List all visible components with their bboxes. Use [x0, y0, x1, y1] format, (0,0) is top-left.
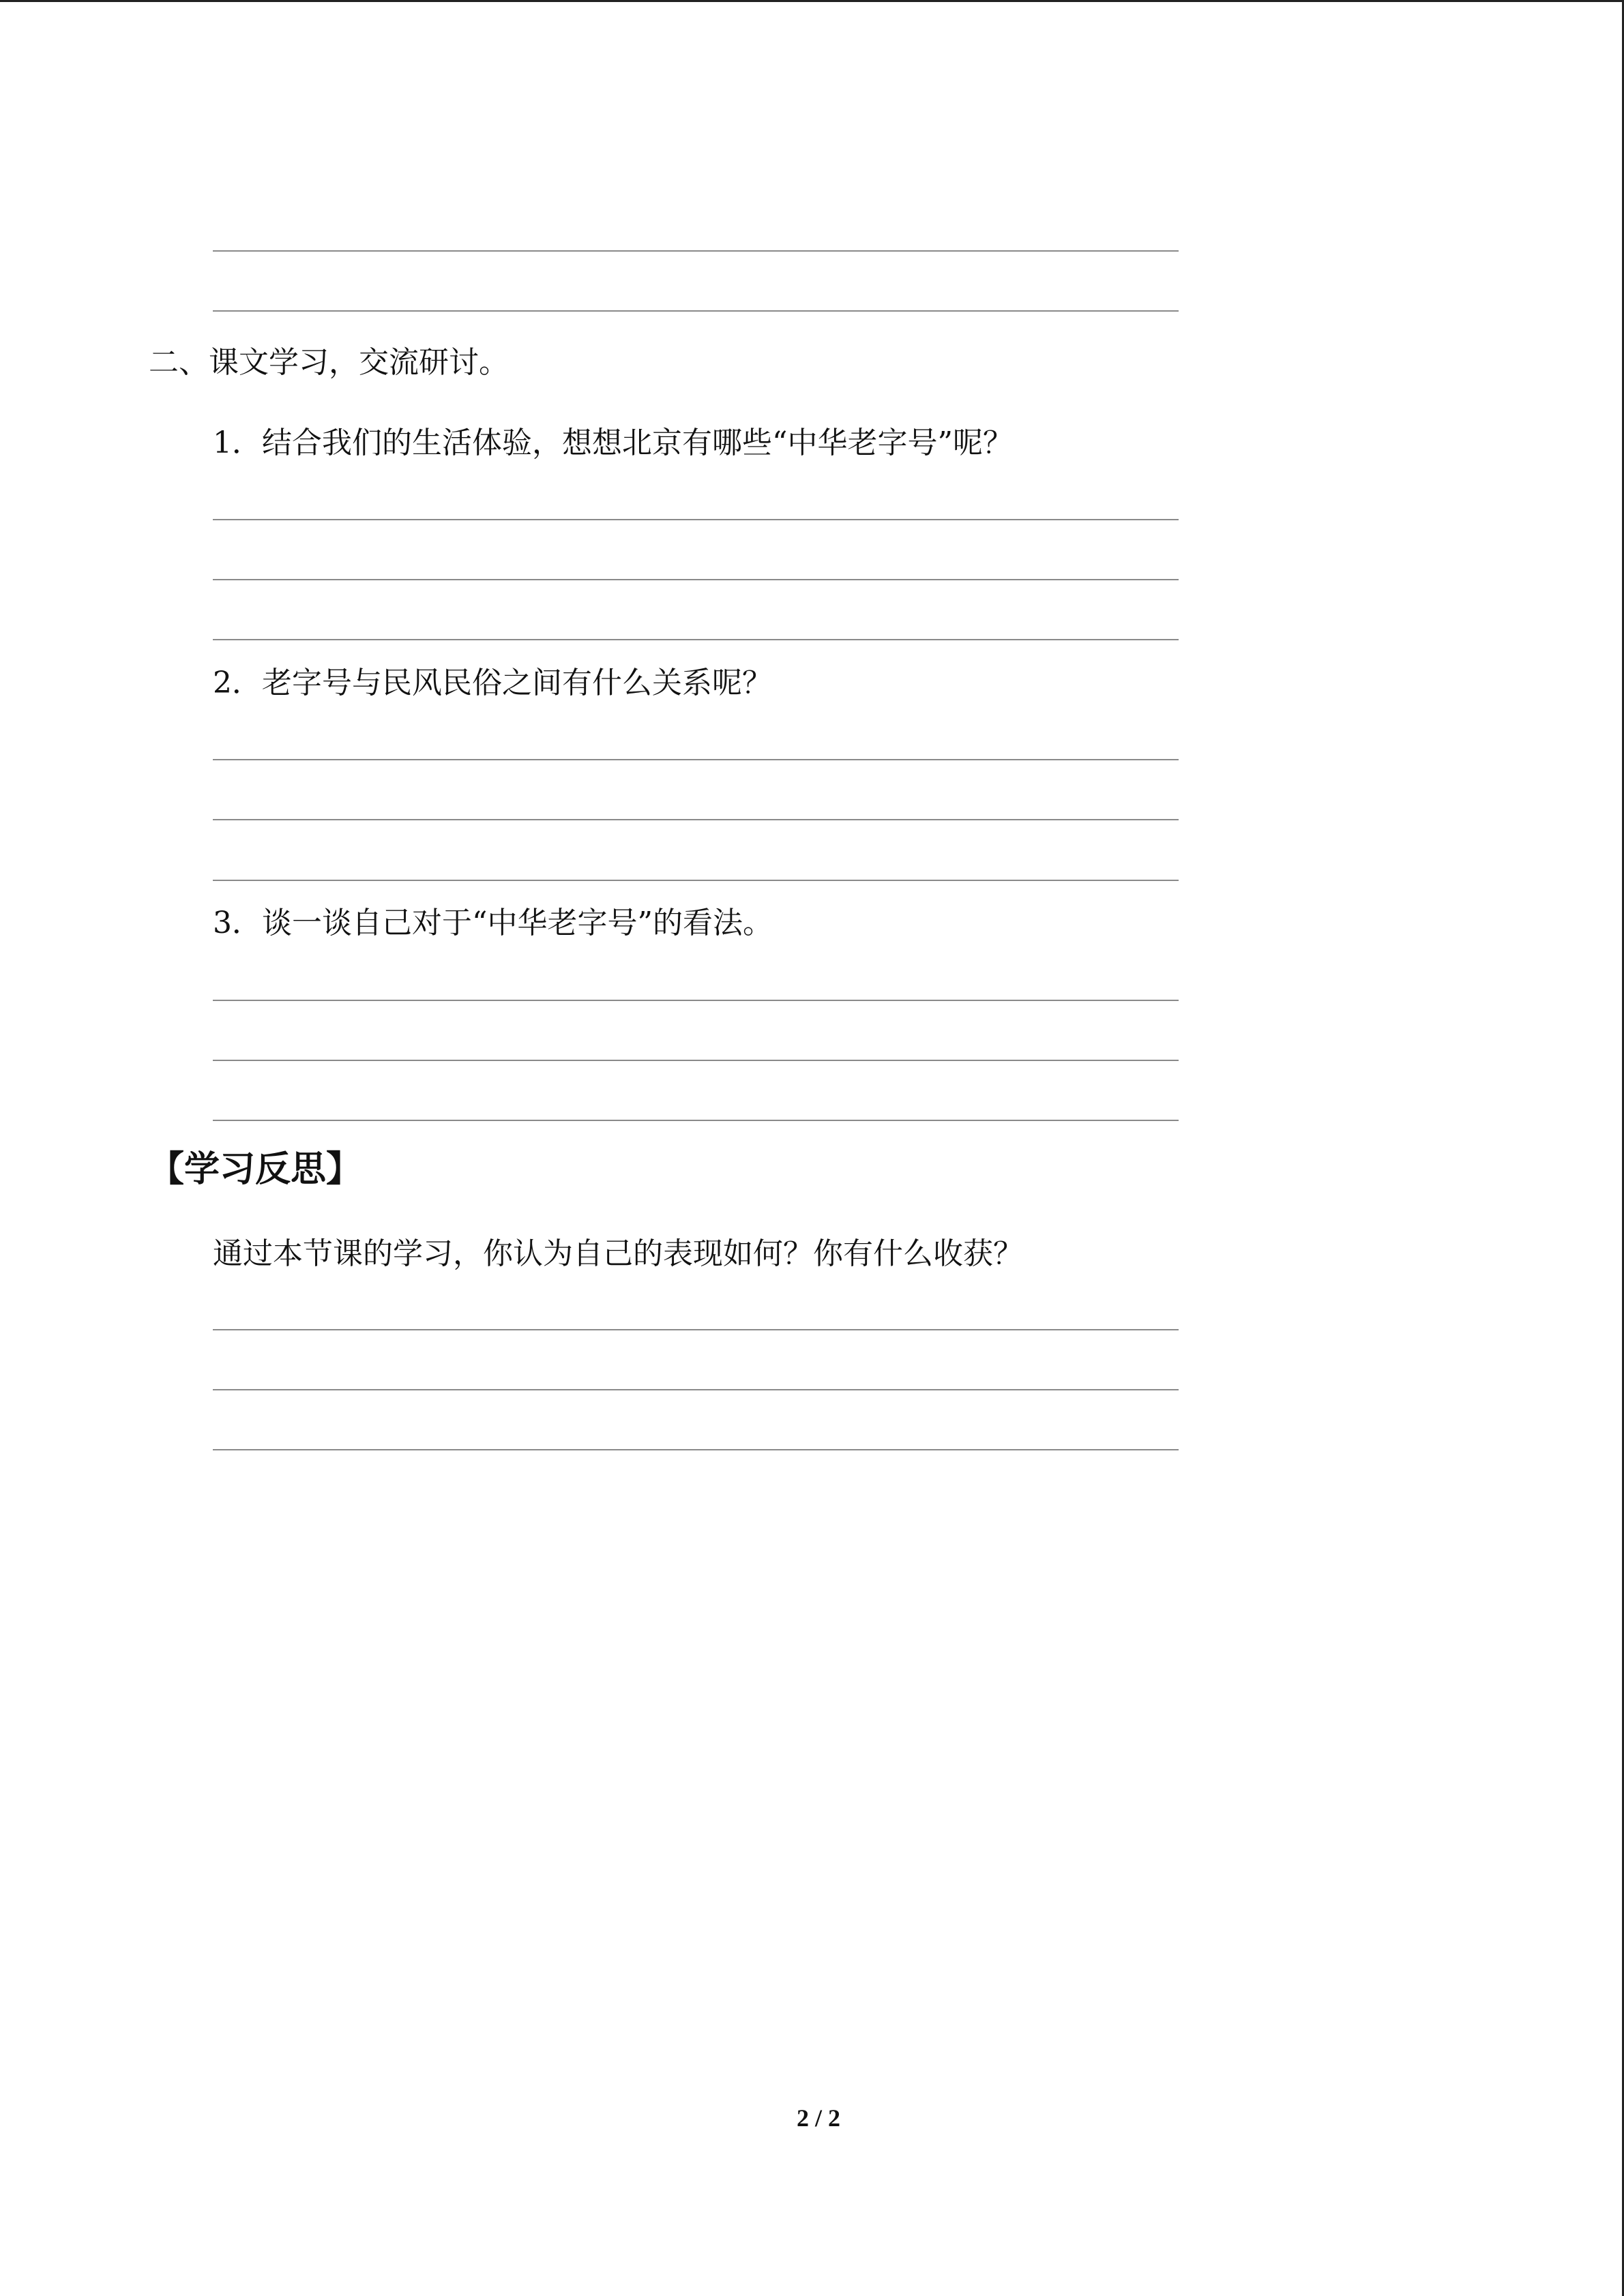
question-2: 2．老字号与民风民俗之间有什么关系呢？ [213, 666, 772, 700]
answer-line[interactable] [213, 310, 1179, 312]
answer-line[interactable] [213, 819, 1179, 820]
question-1: 1．结合我们的生活体验，想想北京有哪些“中华老字号”呢？ [213, 426, 1013, 460]
answer-line[interactable] [213, 1120, 1179, 1121]
page-top-border [0, 0, 1624, 2]
answer-line[interactable] [213, 1389, 1179, 1390]
answer-line[interactable] [213, 579, 1179, 580]
section-heading: 二、课文学习，交流研讨。 [149, 345, 509, 380]
page-number: 2 / 2 [796, 2104, 840, 2132]
answer-line[interactable] [213, 250, 1179, 252]
answer-line[interactable] [213, 1449, 1179, 1450]
question-3: 3．谈一谈自己对于“中华老字号”的看法。 [213, 906, 773, 940]
answer-line[interactable] [213, 1060, 1179, 1061]
answer-line[interactable] [213, 519, 1179, 520]
answer-line[interactable] [213, 639, 1179, 640]
answer-line[interactable] [213, 1329, 1179, 1330]
answer-line[interactable] [213, 1000, 1179, 1001]
answer-line[interactable] [213, 759, 1179, 760]
reflection-prompt: 通过本节课的学习，你认为自己的表现如何？你有什么收获？ [213, 1236, 1023, 1271]
answer-line[interactable] [213, 880, 1179, 881]
reflection-heading: 【学习反思】 [149, 1149, 362, 1190]
